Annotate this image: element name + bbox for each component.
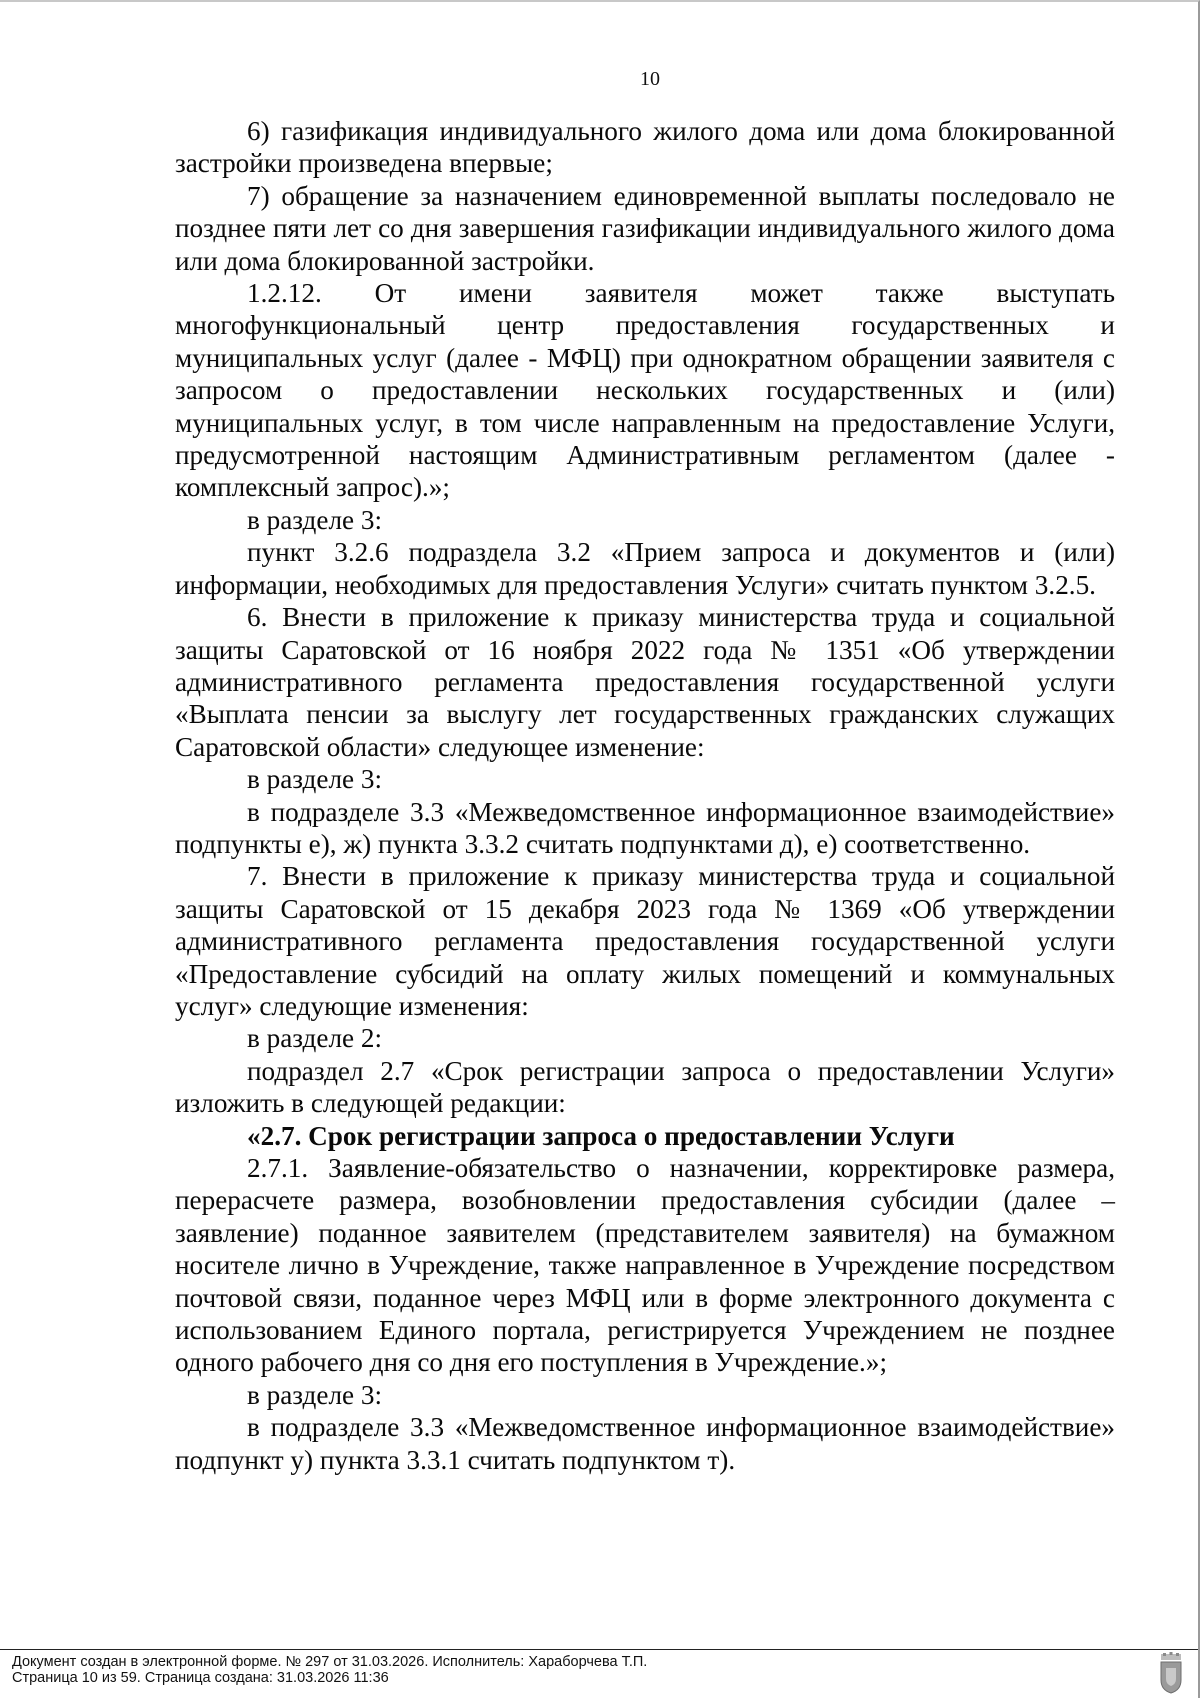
paragraph-clause-7: 7. Внести в приложение к приказу министерства труда и социальной защиты Саратовской от 15 декабря 2023 года № 1369 «Об утверждении административного регламента предоставления государственной услуги «Предоставление субсидий на оплату жилых помещений и коммунальных услуг» следующие изменения:: [175, 861, 1115, 1021]
paragraph-1-2-12: 1.2.12. От имени заявителя может также выступать многофункциональный центр предоставления государственных и муниципальных услуг (далее - МФЦ) при однократном обращении заявителя с запросом о предоставлении нескольких государственных и (или) муниципальных услуг, в том числе направленным на предоставление Услуги, предусмотренной настоящим Административным регламентом (далее - комплексный запрос).»;: [175, 278, 1115, 503]
heading-2-7: «2.7. Срок регистрации запроса о предоставлении Услуги: [247, 1120, 955, 1151]
coat-of-arms-icon: [1158, 1652, 1184, 1694]
paragraph-section-3-b: в разделе 3:: [247, 764, 383, 795]
document-footer: [0, 1649, 1198, 1698]
paragraph-item-7: 7) обращение за назначением единовременной выплаты последовало не позднее пяти лет со дня завершения газификации индивидуального жилого дома или дома блокированной застройки.: [175, 180, 1115, 276]
paragraph-subsection-3-3-a: в подразделе 3.3 «Межведомственное информационное взаимодействие» подпункты е), ж) пункта 3.3.2 считать подпунктами д), е) соответственно.: [175, 796, 1115, 859]
paragraph-2-7-1: 2.7.1. Заявление-обязательство о назначении, корректировке размера, перерасчете размера, возобновлении предоставления субсидии (далее – заявление) поданное заявителем (представителем заявителя) на бумажном носителе лично в Учреждение, также направленное в Учреждение посредством почтовой связи, поданное через МФЦ или в форме электронного документа с использованием Единого портала, регистрируется Учреждением не позднее одного рабочего дня со дня его поступления в Учреждение.»;: [175, 1153, 1115, 1378]
paragraph-subsection-2-7: подраздел 2.7 «Срок регистрации запроса о предоставлении Услуги» изложить в следующей редакции:: [175, 1055, 1115, 1119]
paragraph-item-6: 6) газификация индивидуального жилого дома или дома блокированной застройки произведена впервые;: [175, 116, 1115, 179]
paragraph-clause-6: 6. Внести в приложение к приказу министерства труда и социальной защиты Саратовской от 16 ноября 2022 года № 1351 «Об утверждении административного регламента предоставления государственной услуги «Выплата пенсии за выслугу лет государственных гражданских служащих Саратовской области» следующее изменение:: [175, 602, 1115, 762]
document-body: [175, 115, 1115, 1476]
footer-line-1: Документ создан в электронной форме. № 297 от 31.03.2026. Исполнитель: Хараборчева Т.П.: [12, 1654, 648, 1670]
paragraph-subsection-3-3-b: в подразделе 3.3 «Межведомственное информационное взаимодействие» подпункт у) пункта 3.3.1 считать подпунктом т).: [175, 1412, 1115, 1475]
footer-line-2: Страница 10 из 59. Страница создана: 31.03.2026 11:36: [12, 1670, 389, 1686]
paragraph-section-3-a: в разделе 3:: [247, 504, 383, 535]
page-number: 10: [640, 68, 660, 90]
paragraph-point-3-2-6: пункт 3.2.6 подраздела 3.2 «Прием запроса и документов и (или) информации, необходимых для предоставления Услуги» считать пунктом 3.2.5.: [175, 537, 1115, 600]
paragraph-section-3-c: в разделе 3:: [247, 1379, 383, 1410]
paragraph-section-2: в разделе 2:: [247, 1023, 383, 1054]
